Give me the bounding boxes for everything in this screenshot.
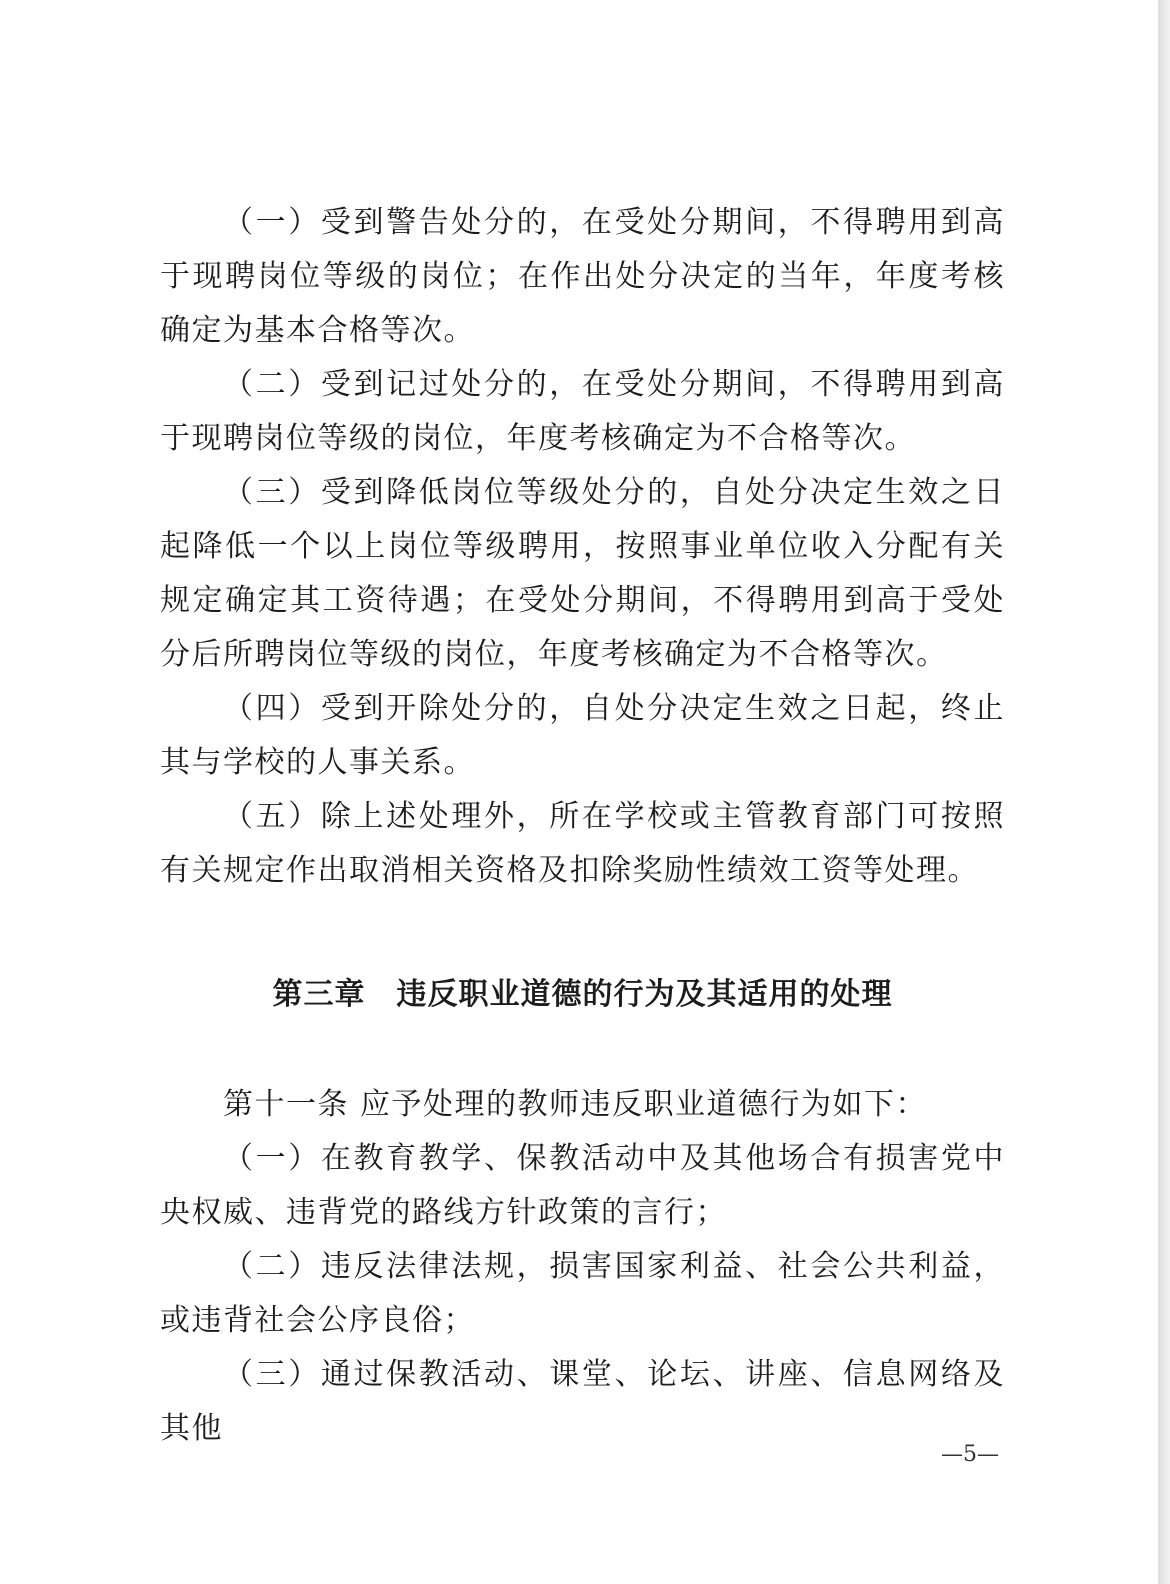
page-number: —5— <box>941 1442 999 1467</box>
paragraph-item-4: （四）受到开除处分的，自处分决定生效之日起，终止其与学校的人事关系。 <box>160 691 1005 780</box>
paragraph-item-1: （一）受到警告处分的，在受处分期间，不得聘用到高于现聘岗位等级的岗位；在作出处分决定的当年，年度考核确定为基本合格等次。 <box>160 205 1005 348</box>
page-edge-shadow <box>1158 0 1170 1584</box>
paragraph-item-3: （三）受到降低岗位等级处分的，自处分决定生效之日起降低一个以上岗位等级聘用，按照事业单位收入分配有关规定确定其工资待遇；在受处分期间，不得聘用到高于受处分后所聘岗位等级的岗位，年度考核确定为不合格等次。 <box>160 475 1005 672</box>
paragraph-item-5: （五）除上述处理外，所在学校或主管教育部门可按照有关规定作出取消相关资格及扣除奖励性绩效工资等处理。 <box>160 799 1005 888</box>
article-eleven-intro: 第十一条 应予处理的教师违反职业道德行为如下： <box>223 1087 928 1122</box>
article-item-2: （二）违反法律法规，损害国家利益、社会公共利益，或违背社会公序良俗； <box>160 1249 1005 1338</box>
article-item-1: （一）在教育教学、保教活动中及其他场合有损害党中央权威、违背党的路线方针政策的言行； <box>160 1141 1005 1230</box>
article-item-3: （三）通过保教活动、课堂、论坛、讲座、信息网络及其他 <box>160 1357 1005 1446</box>
chapter-heading: 第三章 违反职业道德的行为及其适用的处理 <box>272 977 893 1012</box>
paragraph-item-2: （二）受到记过处分的，在受处分期间，不得聘用到高于现聘岗位等级的岗位，年度考核确定为不合格等次。 <box>160 367 1005 456</box>
